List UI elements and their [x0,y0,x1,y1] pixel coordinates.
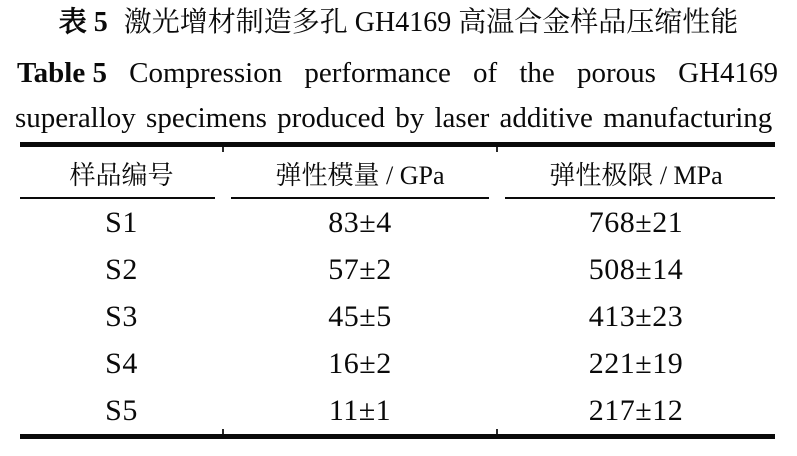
modulus-cell: 16±2 [328,346,392,380]
caption-word: of [473,57,498,89]
modulus-cell: 45±5 [328,299,392,333]
caption-word: performance [304,57,451,89]
table-caption-cn-text: 激光增材制造多孔 GH4169 高温合金样品压缩性能 [123,7,739,38]
table-caption-chinese [0,4,797,42]
sample-id-cell: S4 [105,346,138,380]
sample-id-cell: S3 [105,299,138,333]
table-row [20,246,775,293]
caption-word: GH4169 [678,57,778,89]
table-caption-english-line1 [17,54,778,92]
modulus-cell: 83±4 [328,205,392,239]
modulus-cell: 11±1 [328,393,392,427]
column-tick [496,429,498,434]
limit-cell: 508±14 [588,252,684,286]
caption-word: porous [576,57,656,89]
header-underline-segment [505,197,775,199]
caption-word: the [519,57,555,89]
limit-cell: 413±23 [588,299,684,333]
header-elastic-modulus: 弹性模量 / GPa [275,160,445,190]
header-elastic-limit: 弹性极限 / MPa [549,160,723,190]
modulus-cell: 57±2 [328,252,392,286]
column-tick [222,429,224,434]
sample-id-cell: S2 [105,252,138,286]
table-number-en: Table 5 [17,57,107,89]
table-number-cn: 表 5 [58,7,108,38]
limit-cell: 217±12 [588,393,684,427]
table-row [20,387,775,437]
table-row [20,199,775,246]
sample-id-cell: S1 [105,205,138,239]
caption-word: Compression [129,57,283,89]
header-underline-segment [20,197,215,199]
column-tick [496,147,498,152]
compression-performance-table [20,142,775,439]
table-header-row [20,145,775,200]
table-caption-english-line2: superalloy specimens produced by laser additive manufacturing [15,102,773,134]
table-row [20,340,775,387]
data-table [20,142,775,439]
sample-id-cell: S5 [105,393,138,427]
limit-cell: 768±21 [588,205,684,239]
table-row [20,293,775,340]
header-sample-id: 样品编号 [69,160,174,190]
column-tick [222,147,224,152]
limit-cell: 221±19 [588,346,684,380]
header-underline-segment [231,197,489,199]
